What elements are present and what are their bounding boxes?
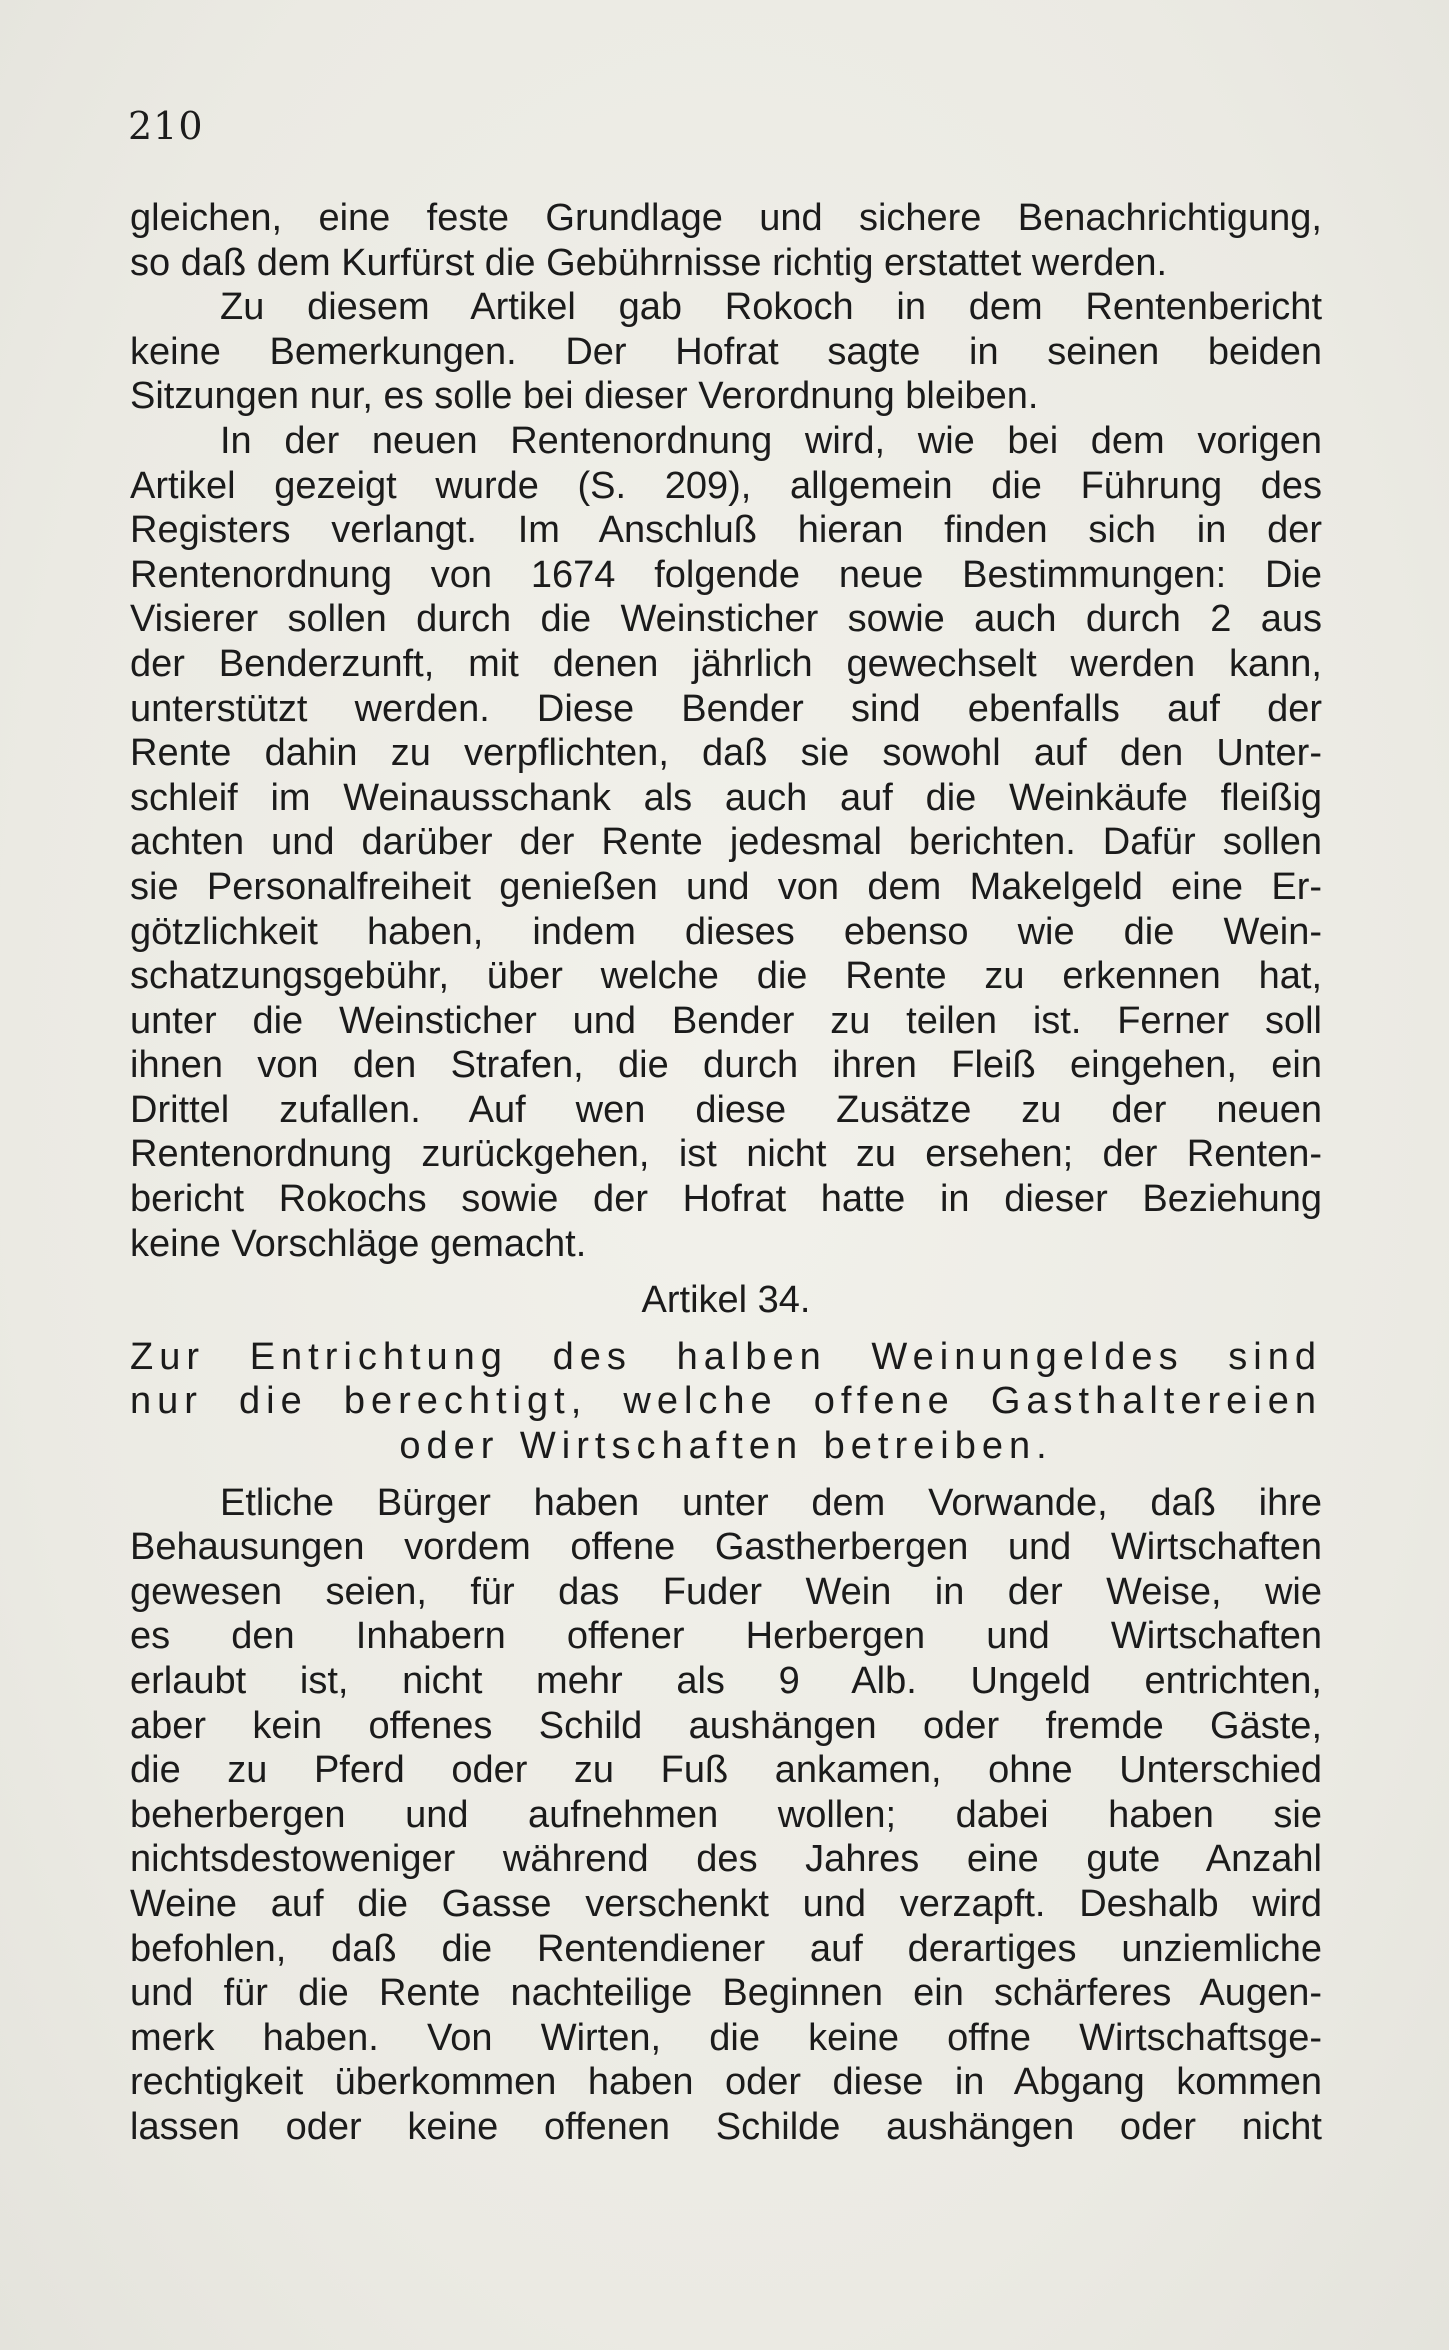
text-line: Rente dahin zu verpflichten, daß sie sowohl auf den Unter- [130, 732, 1322, 775]
article-title-line: nur die berechtigt, welche offene Gasthaltereien [130, 1380, 1322, 1423]
text-line: Artikel gezeigt wurde (S. 209), allgemein die Führung des [130, 464, 1322, 507]
text-line: achten und darüber der Rente jedesmal berichten. Dafür sollen [130, 821, 1322, 864]
text-line: keine Bemerkungen. Der Hofrat sagte in seinen beiden [130, 330, 1322, 373]
article-title-line: oder Wirtschaften betreiben. [399, 1425, 1053, 1468]
text-line: und für die Rente nachteilige Beginnen ein schärferes Augen- [130, 1972, 1322, 2015]
text-line: erlaubt ist, nicht mehr als 9 Alb. Ungeld entrichten, [130, 1660, 1322, 1702]
text-line: schatzungsgebühr, über welche die Rente zu erkennen hat, [130, 955, 1322, 998]
text-line: es den Inhabern offener Herbergen und Wirtschaften [130, 1615, 1322, 1658]
text-line: so daß dem Kurfürst die Gebührnisse richtig erstattet werden. [130, 241, 1168, 284]
text-line: Visierer sollen durch die Weinsticher sowie auch durch 2 aus [130, 598, 1322, 641]
text-line: Registers verlangt. Im Anschluß hieran finden sich in der [130, 509, 1322, 552]
body-text [130, 196, 1322, 2150]
text-line: schleif im Weinausschank als auch auf die Weinkäufe fleißig [130, 776, 1322, 819]
page-number: 210 [128, 104, 204, 148]
text-line: keine Vorschläge gemacht. [130, 1222, 587, 1265]
text-line: Zu diesem Artikel gab Rokoch in dem Rentenbericht [220, 286, 1322, 329]
text-line: der Benderzunft, mit denen jährlich gewechselt werden kann, [130, 642, 1322, 685]
text-line: Weine auf die Gasse verschenkt und verzapft. Deshalb wird [130, 1882, 1322, 1925]
text-line: unterstützt werden. Diese Bender sind ebenfalls auf der [130, 687, 1322, 730]
text-line: götzlichkeit haben, indem dieses ebenso wie die Wein- [130, 910, 1322, 953]
text-line: Behausungen vordem offene Gastherbergen und Wirtschaften [130, 1526, 1322, 1569]
text-line: In der neuen Rentenordnung wird, wie bei dem vorigen [220, 419, 1322, 462]
text-line: bericht Rokochs sowie der Hofrat hatte in dieser Beziehung [130, 1178, 1322, 1221]
paragraph-2 [130, 285, 1322, 419]
text-line: ihnen von den Strafen, die durch ihren Fleiß eingehen, ein [130, 1044, 1322, 1087]
text-line: befohlen, daß die Rentendiener auf derartiges unziemliche [130, 1927, 1322, 1970]
paragraph-3 [130, 419, 1322, 1266]
text-line: unter die Weinsticher und Bender zu teilen ist. Ferner soll [130, 999, 1322, 1042]
article-title-line: Zur Entrichtung des halben Weinungeldes sind [130, 1335, 1322, 1378]
text-line: Sitzungen nur, es solle bei dieser Verordnung bleiben. [130, 375, 1039, 418]
text-line: rechtigkeit überkommen haben oder diese in Abgang kommen [130, 2061, 1322, 2104]
text-line: Rentenordnung von 1674 folgende neue Bestimmungen: Die [130, 553, 1322, 596]
text-line: aber kein offenes Schild aushängen oder fremde Gäste, [130, 1704, 1322, 1747]
text-line: die zu Pferd oder zu Fuß ankamen, ohne Unterschied [130, 1749, 1322, 1792]
text-line: nichtsdestoweniger während des Jahres eine gute Anzahl [130, 1838, 1322, 1881]
text-line: gewesen seien, für das Fuder Wein in der Weise, wie [130, 1570, 1322, 1613]
text-line: Drittel zufallen. Auf wen diese Zusätze zu der neuen [130, 1088, 1322, 1131]
text-line: merk haben. Von Wirten, die keine offne Wirtschaftsge- [130, 2016, 1322, 2059]
text-line: lassen oder keine offenen Schilde aushängen oder nicht [130, 2105, 1322, 2148]
text-line: beherbergen und aufnehmen wollen; dabei haben sie [130, 1793, 1322, 1836]
article-heading: Artikel 34. [641, 1279, 811, 1322]
text-line: Rentenordnung zurückgehen, ist nicht zu ersehen; der Renten- [130, 1133, 1322, 1176]
text-line: sie Personalfreiheit genießen und von dem Makelgeld eine Er- [130, 865, 1322, 908]
article-title [130, 1335, 1322, 1469]
text-line: Etliche Bürger haben unter dem Vorwande, daß ihre [220, 1481, 1322, 1524]
paragraph-1 [130, 196, 1322, 285]
text-line: gleichen, eine feste Grundlage und sichere Benachrichtigung, [130, 197, 1322, 239]
paragraph-4 [130, 1481, 1322, 2150]
